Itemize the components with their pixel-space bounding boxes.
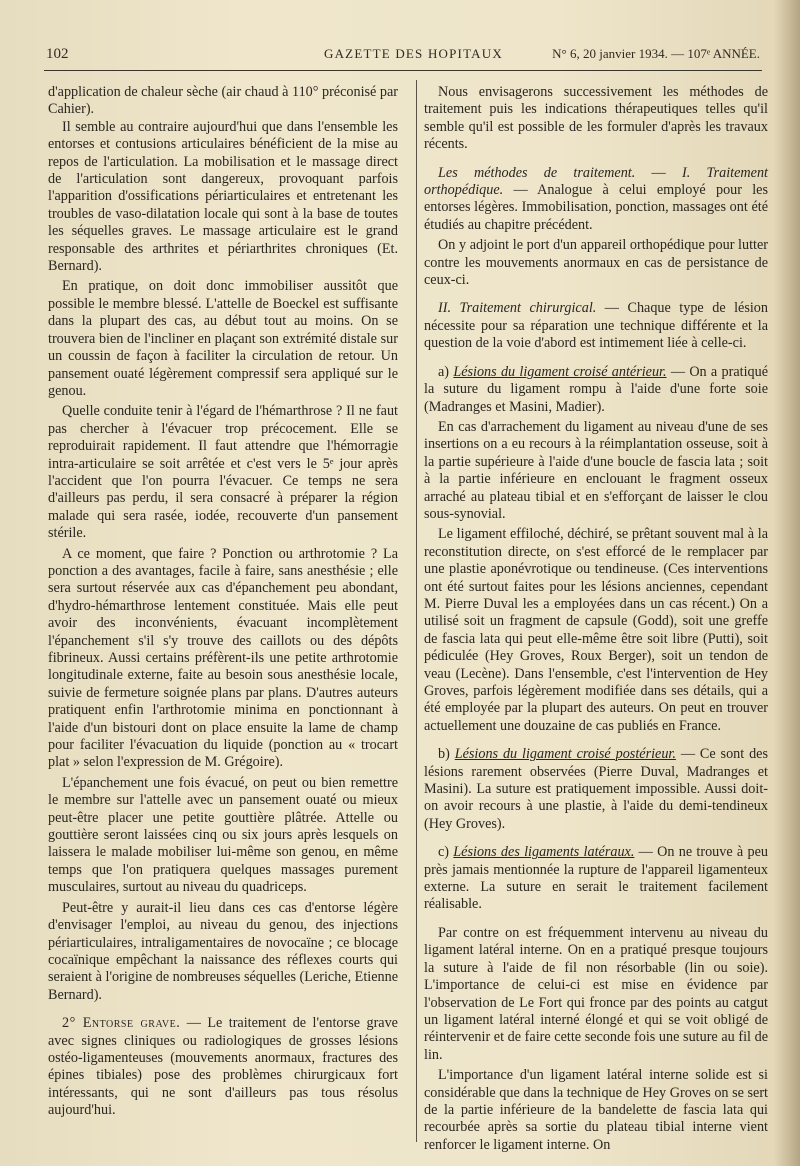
running-header xyxy=(42,44,760,70)
section-heading: 2° Entorse grave. xyxy=(62,1015,181,1032)
paragraph: Il semble au contraire aujourd'hui que dans l'ensemble les entorses et contusions articulaires bénéficient de la mise au repos de l'articulation. La mobilisation et le massage direct de l'articulation sont dangereux, provoquant parfois l'apparition d'ossifications périarticulaires et entretenant les troubles de vaso-dilatation locale qui sont à la base de toutes les séquelles graves. Le massage articulaire est le grand responsable des arthrites et périarthrites chroniques (Et. Bernard). xyxy=(48,118,398,275)
paragraph: L'épanchement une fois évacué, on peut ou bien remettre le membre sur l'attelle avec un pansement ouaté ou mieux peut-être placer une petite gouttière plâtrée. Attelle ou gouttière seront laissées cinq ou six jours après lesquels on laissera le malade mobiliser lui-même son genou, en même temps que l'on pratiquera quelques massages purement musculaires, surtout au niveau du quadriceps. xyxy=(48,774,398,896)
paragraph: Les méthodes de traitement. — I. Traitement orthopédique. — Analogue à celui employé pour les entorses légères. Immobilisation, ponction, massages ont été étudiés au chapitre précédent. xyxy=(424,164,768,233)
paragraph: Quelle conduite tenir à l'égard de l'hémarthrose ? Il ne faut pas chercher à l'évacuer trop précocement. Elle se reproduirait rapidement. Il faut attendre que l'hémorragie intra-articulaire se soit arrêtée et c'est vers le 5ᵉ jour après l'accident que l'on pourra l'évacuer. Ce temps ne sera d'ailleurs pas perdu, il sera consacré à préparer la région malade qui sera rasée, iodée, recouverte d'un pansement stérile. xyxy=(48,403,398,542)
item-label: c) xyxy=(438,844,454,861)
page-edge-shadow xyxy=(774,0,800,1166)
paragraph: Le ligament effiloché, déchiré, se prêtant souvent mal à la reconstitution directe, on s'est efforcé de le remplacer par une plastie aponévrotique ou tendineuse. (Ces interventions ont été surtout faites pour les lésions anciennes, cependant M. Pierre Duval les a employées dans un cas récent.) On a utilisé soit un fragment de capsule (Godd), soit une greffe de fascia lata qui peut elle-même être soit libre (Putti), soit pédiculée (Hey Groves, Roux Berger), soit un tendon de veau (Lecène). Dans l'ensemble, c'est l'intervention de Hey Groves, parfois légèrement modifiée dans ses détails, qui a été employée par la plupart des auteurs. On peut en trouver actuellement une douzaine de cas publiés en France. xyxy=(424,526,768,734)
header-rule xyxy=(44,70,762,71)
paragraph: Nous envisagerons successivement les méthodes de traitement puis les indications thérapeutiques telles qu'il semble qu'il est possible de les formuler d'après les travaux récents. xyxy=(424,84,768,153)
paragraph: En pratique, on doit donc immobiliser aussitôt que possible le membre blessé. L'attelle de Boeckel est suffisante dans la plupart des cas, au début tout au moins. On se trouvera bien de l'incliner en plaçant son extrémité distale sur un coussin de façon à faciliter la circulation de retour. Un pansement ouaté légèrement compressif sera appliqué sur le genou. xyxy=(48,278,398,399)
paragraph: L'importance d'un ligament latéral interne solide est si considérable que dans la technique de Hey Groves on se sert de la partie inférieure de la bandelette de fascia lata qui recourbée après sa sortie du plateau tibial interne vient renforcer le ligament interne. On xyxy=(424,1067,768,1153)
paragraph: Peut-être y aurait-il lieu dans ces cas d'entorse légère d'envisager l'emploi, au niveau du genou, des injections périarticulaires, intraligamentaires de novocaïne ; ce blocage cocaïnique empêchant la naissance des réflexes courts qui seraient à l'origine de nombreuses séquelles (Leriche, Etienne Bernard). xyxy=(48,899,399,1003)
paragraph-text: — Ce sont des lésions rarement observées (Pierre Duval, Madranges et Masini). La suture est pratiquement impossible. Aussi doit-on avoir recours à une plastie, à l'aide du demi-tendineux (Hey Groves). xyxy=(424,746,768,832)
item-heading: Lésions des ligaments latéraux. xyxy=(453,844,635,861)
paragraph-text: — Le traitement de l'entorse grave avec signes cliniques ou radiologiques de grosses lésions ostéo-ligamenteuses (mouvements anormaux, fractures des épines tibiales) pose des problèmes chirurgicaux fort intéressants, qui ne sont d'ailleurs pas tous résolus aujourd'hui. xyxy=(48,1015,398,1119)
subsection-heading: II. Traitement chirurgical. xyxy=(438,300,597,317)
paragraph: On y adjoint le port d'un appareil orthopédique pour lutter contre les mouvements anormaux en cas de persistance de ceux-ci. xyxy=(424,237,768,289)
right-column xyxy=(424,84,768,1154)
subsection-heading: I. Traitement orthopédique. xyxy=(424,164,768,199)
paragraph-text: — On a pratiqué la suture du ligament rompu à l'aide d'une forte soie (Madranges et Masini, Madier). xyxy=(424,363,768,415)
item-label: a) xyxy=(438,363,454,380)
page-number: 102 xyxy=(46,46,69,62)
paragraph-text: — Chaque type de lésion nécessite pour sa réparation une technique différente et la question de la voie d'abord est intimement liée à celle-ci. xyxy=(424,300,768,352)
item-heading: Lésions du ligament croisé antérieur. xyxy=(453,363,667,380)
paragraph-text: — On ne trouve à peu près jamais mentionnée la rupture de l'appareil ligamenteux externe. La suture en serait le traitement facilement réalisable. xyxy=(424,844,768,913)
item-label: b) xyxy=(438,746,455,763)
issue-info: N° 6, 20 janvier 1934. — 107ᵉ ANNÉE. xyxy=(552,46,760,61)
paragraph xyxy=(424,844,768,914)
item-heading: Lésions du ligament croisé postérieur. xyxy=(454,746,676,763)
paragraph: En cas d'arrachement du ligament au niveau d'une de ses insertions on a eu recours à la réimplantation osseuse, soit à la partie supérieure à l'aide d'une boucle de fascia lata ; soit à la partie inférieure en enclouant le fragment osseux arraché au plateau tibial et en s'efforçant de laisser le clou sous-synovial. xyxy=(424,418,768,522)
paragraph: A ce moment, que faire ? Ponction ou arthrotomie ? La ponction a des avantages, facile à faire, sans anesthésie ; elle sera surtout réservée aux cas d'épanchement peu abondant, d'hydro-hémarthrose lentement constituée. Mais elle peut avoir des inconvénients, évacuant incomplètement l'épanchement s'il s'y trouve des caillots ou des dépôts fibrineux. Aussi certains préfèrent-ils une petite arthrotomie longitudinale externe, faite au besoin sous anesthésie locale, suivie de fermeture soignée plans par plans. D'autres auteurs pratiquent enfin l'arthrotomie minima en ponctionnant à l'aide d'un bistouri dont on place ensuite la lame de champ pour faciliter l'évacuation du liquide (ponction au « trocart plat » selon l'expression de M. Grégoire). xyxy=(48,545,398,771)
column-divider xyxy=(416,80,417,1142)
paragraph-text: — Analogue à celui employé pour les entorses légères. Immobilisation, ponction, massages ont été étudiés au chapitre précédent. xyxy=(424,182,768,233)
paragraph xyxy=(424,300,768,352)
section-heading: Les méthodes de traitement. xyxy=(438,164,636,181)
left-column xyxy=(48,84,398,1120)
paragraph: Par contre on est fréquemment intervenu au niveau du ligament latéral interne. On en a pratiqué presque toujours la suture à l'aide de fil non résorbable (lin ou soie). L'importance de celui-ci est mise en évidence par l'observation de Le Fort qui fronce par des points au catgut un ligament latéral interné élongé et qui se voit obligé de réintervenir et de faire cette seconde fois une suture au fil de lin. xyxy=(424,924,768,1063)
paragraph: d'application de chaleur sèche (air chaud à 110° préconisé par Cahier). xyxy=(48,84,399,118)
paragraph xyxy=(48,1015,398,1119)
paragraph xyxy=(424,746,768,833)
paragraph xyxy=(424,364,768,416)
journal-title: GAZETTE DES HOPITAUX xyxy=(324,46,503,61)
